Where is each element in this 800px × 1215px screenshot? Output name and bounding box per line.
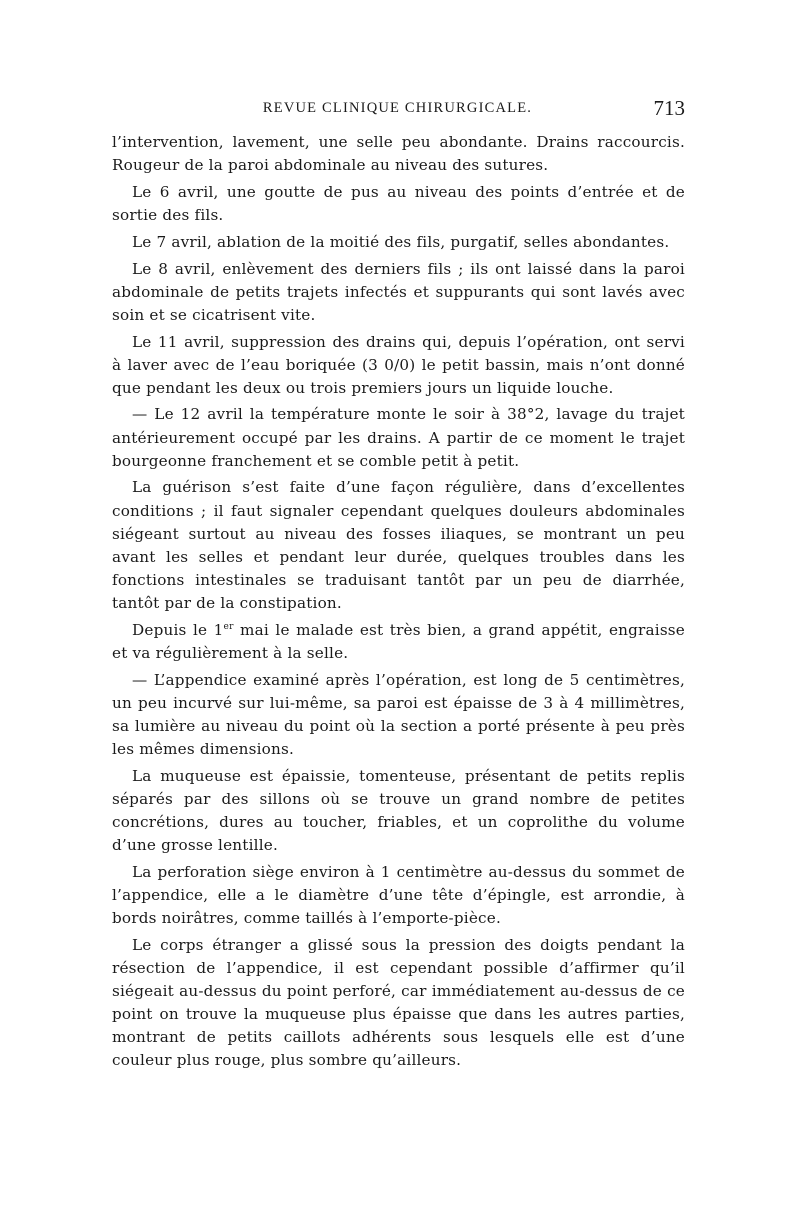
- paragraph: [112, 619, 685, 665]
- paragraph: — Le 12 avril la température monte le soir à 38°2, lavage du trajet antérieurement occupé par les drains. A partir de ce moment le trajet bourgeonne franchement et se comble petit à petit.: [112, 405, 685, 470]
- body-text: [112, 131, 685, 1076]
- paragraph: Le 6 avril, une goutte de pus au niveau des points d’entrée et de sortie des fils.: [112, 182, 685, 224]
- running-header: [110, 96, 685, 122]
- paragraph: Le 7 avril, ablation de la moitié des fils, purgatif, selles abondantes.: [132, 232, 670, 251]
- page-number: 713: [653, 96, 685, 120]
- paragraph-text: mai le malade est très bien, a grand appétit, engraisse et va régulièrement à la selle.: [112, 620, 685, 662]
- paragraph-text: Depuis le 1: [132, 620, 224, 639]
- paragraph: La muqueuse est épaissie, tomenteuse, présentant de petits replis séparés par des sillons où se trouve un grand nombre de petites concrétions, dures au toucher, friables, et un coprolithe du volume d’une grosse lentille.: [112, 766, 685, 854]
- ordinal-superscript: er: [223, 621, 234, 632]
- paragraph: La perforation siège environ à 1 centimètre au-dessus du sommet de l’appendice, elle a le diamètre d’une tête d’épingle, est arrondie, à bords noirâtres, comme taillés à l’emporte-pièce.: [112, 862, 685, 927]
- journal-title: REVUE CLINIQUE CHIRURGICALE.: [262, 100, 533, 116]
- paragraph: La guérison s’est faite d’une façon régulière, dans d’excellentes conditions ; il faut signaler cependant quelques douleurs abdominales siégeant surtout au niveau des fosses iliaques, se montrant un peu avant les selles et pendant leur durée, quelques troubles dans les fonctions intestinales se traduisant tantôt par un peu de diarrhée, tantôt par de la constipation.: [112, 478, 685, 612]
- paragraph: Le 11 avril, suppression des drains qui, depuis l’opération, ont servi à laver avec de l’eau boriquée (3 0/0) le petit bassin, mais n’ont donné que pendant les deux ou trois premiers jours un liquide louche.: [112, 332, 685, 397]
- paragraph: — L’appendice examiné après l’opération, est long de 5 centimètres, un peu incurvé sur lui-même, sa paroi est épaisse de 3 à 4 millimètres, sa lumière au niveau du point où la section a porté présente à peu près les mêmes dimensions.: [112, 670, 685, 758]
- paragraph: Le corps étranger a glissé sous la pression des doigts pendant la résection de l’appendice, il est cependant possible d’affirmer qu’il siégeait au-dessus du point perforé, car immédiatement au-dessus de ce point on trouve la muqueuse plus épaisse que dans les autres parties, montrant de petits caillots adhérents sous lesquels elle est d’une couleur plus rouge, plus sombre qu’ailleurs.: [112, 935, 685, 1070]
- paragraph-continued: l’intervention, lavement, une selle peu abondante. Drains raccourcis. Rougeur de la paroi abdominale au niveau des sutures.: [112, 133, 685, 175]
- paragraph: Le 8 avril, enlèvement des derniers fils ; ils ont laissé dans la paroi abdominale de petits trajets infectés et suppurants qui sont lavés avec soin et se cicatrisent vite.: [112, 259, 685, 324]
